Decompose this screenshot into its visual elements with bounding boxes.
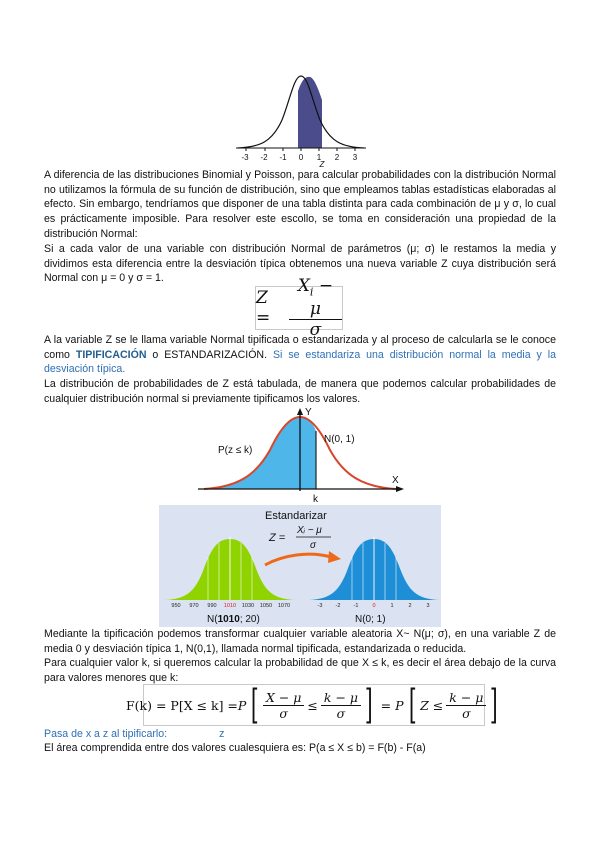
z-label: Z	[319, 160, 325, 169]
formula-fraction: $\frac{X_i - \mu}{\sigma}$	[289, 276, 342, 339]
right-tick-mean: 0	[372, 603, 376, 609]
tick-label: 3	[352, 153, 358, 162]
left-tick: 1070	[277, 603, 291, 609]
left-tick: 1050	[259, 603, 273, 609]
right-tick: 1	[390, 603, 394, 609]
right-distribution-label: N(0; 1)	[355, 614, 386, 625]
area-paragraph: El área comprendida entre dos valores cualesquiera es: P(a ≤ X ≤ b) = F(b) - F(a)	[44, 742, 426, 754]
definition-paragraph: A la variable Z se le llama variable Normal tipificada o estandarizada y al proceso de calcularla se le conoce como TIPIFICACIÓN o ESTANDARIZACIÓN. Si se estandariza una distribución normal la media y la desviación típica.	[44, 334, 556, 376]
left-tick: 990	[207, 603, 217, 609]
tick-label: -3	[241, 153, 249, 162]
standardize-graphic	[159, 505, 441, 627]
k-label: k	[313, 494, 318, 505]
y-arrow	[297, 408, 303, 415]
right-tick: -3	[317, 603, 323, 609]
intro-paragraph: A diferencia de las distribuciones Binomial y Poisson, para calcular probabilidades con la distribución Normal no utilizamos la fórmula de su función de distribución, sino que empleamos tablas estadísticas elaboradas al efecto. Sin embargo, tendríamos que disponer de una tabla distinta para cada combinación de μ y σ, lo cual es prácticamente imposible. Para resolver este escollo, se toma en consideración una propiedad de la distribución Normal:	[44, 169, 556, 240]
figure-standardize	[159, 505, 441, 627]
x-label: X	[392, 475, 399, 486]
property-paragraph: Si a cada valor de una variable con distribución Normal de parámetros (μ; σ) le restamos la media y dividimos esta diferencia entre la desviación típica obtenemos una nueva variable Z cuya distribución será Normal con μ = 0 y σ = 1.	[44, 243, 556, 285]
formula2-fraction1: $\frac{X - \mu}{\sigma}$	[263, 690, 304, 721]
formula2-fraction3: $\frac{k - \mu}{\sigma}$	[446, 690, 486, 721]
transform-arrow	[265, 554, 331, 565]
tipificacion-term: TIPIFICACIÓN	[75, 348, 147, 361]
shaded-area	[298, 77, 322, 148]
right-tick: 2	[408, 603, 412, 609]
distribution-label: N(0, 1)	[324, 434, 355, 445]
cumulative-paragraph: Para cualquier valor k, si queremos calcular la probabilidad de que X ≤ k, es decir el área debajo de la curva para valores menores que k:	[44, 657, 556, 684]
cumulative-formula: F(k) = P[X ≤ k] = P [ $\frac{X - \mu}{\sigma}$ ≤ $\frac{k - \mu}{\sigma}$ ] = P [ Z ≤ $\frac{k - \mu}{\sigma}$ ]	[125, 682, 499, 728]
transformation-paragraph: Mediante la tipificación podemos transformar cualquier variable aleatoria X~ N(μ; σ), en una variable Z de media 0 y desviación típica 1, N(0,1), llamada normal tipificada, estandarizada o reducida.	[44, 628, 556, 655]
tick-label: -2	[260, 153, 268, 162]
probability-label: P(z ≤ k)	[218, 445, 253, 456]
y-label: Y	[305, 407, 312, 418]
standardization-formula	[255, 276, 343, 340]
figure-cumulative-probability	[198, 405, 408, 505]
standardize-lhs: Z =	[269, 532, 286, 544]
formula2-fraction2: $\frac{k - \mu}{\sigma}$	[321, 690, 361, 721]
table-paragraph: La distribución de probabilidades de Z está tabulada, de manera que podemos calcular probabilidades de cualquier distribución normal si previamente tipificamos los valores.	[44, 378, 556, 405]
standardize-title: Estandarizar	[265, 510, 327, 522]
formula2-lhs: F(k) = P[X ≤ k] =	[125, 697, 238, 713]
left-tick: 950	[171, 603, 181, 609]
standardize-den: σ	[310, 540, 317, 551]
tick-label: 0	[298, 153, 304, 162]
left-tick: 970	[189, 603, 199, 609]
right-tick: -1	[353, 603, 359, 609]
right-tick: 3	[426, 603, 430, 609]
blue-note: Si se estandariza una distribución normal la media y la desviación típica.	[44, 348, 556, 376]
z-note: z	[219, 728, 225, 740]
standardize-num: Xᵢ − μ	[297, 525, 322, 536]
left-distribution-label: N(1010; 20)	[207, 614, 260, 625]
right-tick: -2	[335, 603, 341, 609]
arrow-head	[328, 551, 341, 563]
left-tick: 1030	[241, 603, 255, 609]
x-arrow	[396, 486, 404, 492]
tipify-note: Pasa de x a z al tipificarlo: z	[44, 728, 225, 740]
tick-label: -1	[279, 153, 287, 162]
formula-lhs: Z =	[256, 288, 271, 328]
tick-label: 2	[334, 153, 340, 162]
figure-standard-normal-shaded	[232, 70, 372, 170]
tick-label: 1	[316, 153, 322, 162]
left-tick-mean: 1010	[223, 603, 237, 609]
